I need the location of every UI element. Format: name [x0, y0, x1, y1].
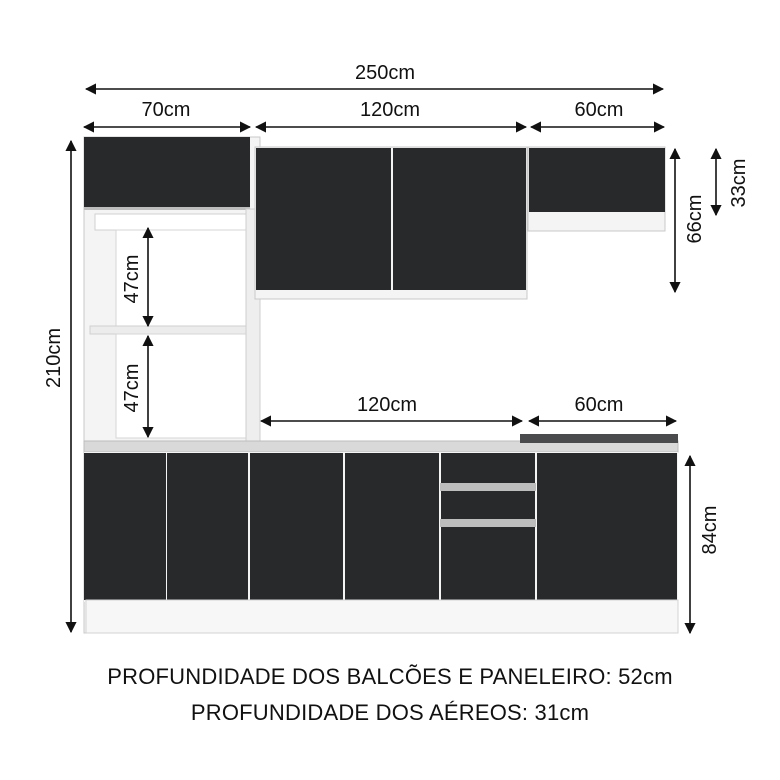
- base-door-1: [84, 453, 166, 600]
- upper-depth-note: PROFUNDIDADE DOS AÉREOS: 31cm: [190, 700, 590, 725]
- middle-shelf: [90, 326, 248, 334]
- label-total-height: 210cm: [43, 327, 65, 389]
- upper-cabinet-60: [528, 147, 665, 231]
- base-door-5: [537, 453, 677, 600]
- plinth: [86, 600, 678, 633]
- drawer-handle-2: [440, 519, 536, 527]
- upper-flap-door: [529, 148, 665, 212]
- upper-door-left: [256, 148, 391, 290]
- label-total-width: 250cm: [354, 62, 416, 84]
- upper-cabinet-120: [255, 147, 527, 299]
- cooktop-counter: [520, 434, 678, 443]
- label-upper-middle-width: 120cm: [359, 99, 421, 121]
- base-door-4: [345, 453, 439, 600]
- base-cabinets: [84, 452, 678, 633]
- label-counter-middle-width: 120cm: [356, 394, 418, 416]
- drawer-2: [441, 491, 535, 519]
- label-counter-right-width: 60cm: [574, 394, 624, 416]
- base-door-2: [167, 453, 248, 600]
- label-shelf-bottom-height: 47cm: [121, 363, 143, 413]
- drawer-3: [441, 527, 535, 600]
- base-depth-note: PROFUNDIDADE DOS BALCÕES E PANELEIRO: 52cm: [107, 664, 673, 689]
- drawer-1: [441, 453, 535, 483]
- drawer-handle-1: [440, 483, 536, 491]
- tall-unit-top-door: [84, 137, 250, 209]
- base-door-3: [250, 453, 343, 600]
- label-upper-left-width: 70cm: [141, 99, 191, 121]
- label-upper-right-width: 60cm: [574, 99, 624, 121]
- upper-door-right: [393, 148, 526, 290]
- label-upper-cabinet-height: 66cm: [684, 194, 706, 244]
- label-base-height: 84cm: [699, 505, 721, 555]
- label-upper-small-height: 33cm: [728, 158, 750, 208]
- label-shelf-top-height: 47cm: [121, 254, 143, 304]
